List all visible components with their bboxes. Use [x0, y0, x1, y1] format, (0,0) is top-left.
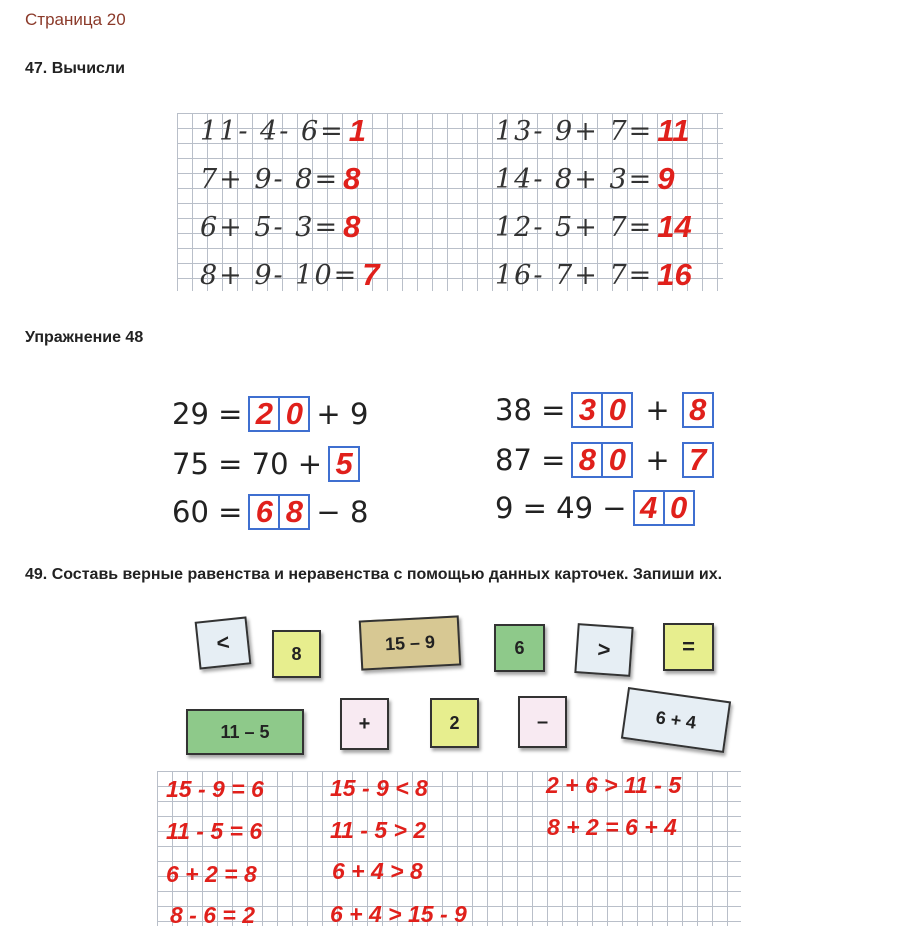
ex47-left-eq-3 [200, 208, 360, 246]
digit-box: 3 [578, 392, 597, 427]
answer: 7 [362, 257, 380, 292]
digit-box: 8 [689, 392, 707, 427]
card-less-than: < [195, 616, 252, 669]
expression: 11- 4- 6= [200, 115, 345, 147]
ex47-right-eq-4 [495, 256, 692, 294]
digit-box: 8 [578, 442, 597, 477]
digit-box: 0 [601, 444, 631, 476]
answer-boxes [571, 392, 633, 428]
operator: + [645, 393, 670, 427]
answer: 16 [657, 257, 692, 292]
ex48-eq-3 [172, 490, 368, 534]
left-part: 75 = 70 + [172, 447, 323, 481]
operator: + [645, 443, 670, 477]
card-greater-than: > [574, 623, 633, 677]
digit-box: 6 [255, 494, 274, 529]
ex49-answer-10: 8 + 2 = 6 + 4 [547, 814, 677, 840]
answer-boxes [571, 442, 633, 478]
ex49-answer-3: 6 + 2 = 8 [166, 861, 257, 887]
right-part: − 8 [316, 495, 369, 529]
ex49-answer-7: 6 + 4 > 8 [332, 858, 423, 884]
ex49-answer-1: 15 - 9 = 6 [166, 776, 264, 802]
answer-boxes [328, 446, 360, 482]
left-part: 60 = [172, 495, 243, 529]
answer-boxes [682, 392, 714, 428]
ex49-answer-2: 11 - 5 = 6 [166, 818, 263, 844]
answer-boxes [248, 494, 310, 530]
ex48-eq-1 [172, 392, 368, 436]
card-equals: = [663, 623, 714, 671]
ex49-answer-4: 8 - 6 = 2 [170, 902, 256, 928]
expression: 12- 5+ 7= [495, 211, 654, 243]
page-link[interactable]: Страница 20 [25, 10, 126, 29]
card-6-plus-4: 6 + 4 [621, 687, 731, 753]
card-minus: – [518, 696, 567, 748]
left-part: 38 = [495, 393, 566, 427]
ex49-answer-8: 6 + 4 > 15 - 9 [330, 901, 467, 927]
digit-box: 5 [335, 446, 353, 481]
exercise-47-title: 47. Вычисли [25, 60, 125, 77]
card-15-minus-9: 15 – 9 [359, 615, 461, 670]
ex48-eq-6 [495, 486, 701, 530]
answer: 8 [343, 161, 361, 196]
card-11-minus-5: 11 – 5 [186, 709, 304, 755]
expression: 6+ 5- 3= [200, 211, 340, 243]
card-2: 2 [430, 698, 479, 748]
answer: 8 [343, 209, 361, 244]
ex47-right-eq-1 [495, 112, 689, 150]
digit-box: 2 [255, 396, 274, 431]
left-part: 9 = 49 − [495, 491, 627, 525]
answer: 1 [348, 113, 366, 148]
right-part: + 9 [316, 397, 369, 431]
expression: 7+ 9- 8= [200, 163, 340, 195]
digit-box: 0 [278, 398, 308, 430]
card-6: 6 [494, 624, 545, 672]
answer-boxes [682, 442, 714, 478]
digit-box: 4 [639, 490, 658, 525]
exercise-49-title: 49. Составь верные равенства и неравенства с помощью данных карточек. Запиши их. [25, 566, 723, 583]
answer-boxes [248, 396, 310, 432]
digit-box: 0 [663, 492, 693, 524]
ex49-answer-5: 15 - 9 < 8 [330, 775, 428, 801]
answer: 11 [657, 113, 690, 148]
ex47-left-eq-4 [200, 256, 380, 294]
expression: 16- 7+ 7= [495, 259, 654, 291]
answer-boxes [633, 490, 695, 526]
left-part: 87 = [495, 443, 566, 477]
expression: 13- 9+ 7= [495, 115, 654, 147]
digit-box: 8 [278, 496, 308, 528]
ex49-answer-9: 2 + 6 > 11 - 5 [546, 772, 682, 798]
ex47-right-eq-3 [495, 208, 692, 246]
digit-box: 7 [689, 442, 707, 477]
card-8: 8 [272, 630, 321, 678]
ex47-left-eq-1 [200, 112, 366, 150]
expression: 14- 8+ 3= [495, 163, 654, 195]
left-part: 29 = [172, 397, 243, 431]
ex47-right-eq-2 [495, 160, 675, 198]
ex49-answer-6: 11 - 5 > 2 [330, 817, 427, 843]
card-plus: + [340, 698, 389, 750]
answer: 14 [657, 209, 692, 244]
answer: 9 [657, 161, 675, 196]
expression: 8+ 9- 10= [200, 259, 359, 291]
ex48-eq-5 [495, 438, 720, 482]
ex48-eq-4 [495, 388, 720, 432]
ex48-eq-2 [172, 442, 366, 486]
digit-box: 0 [601, 394, 631, 426]
exercise-48-title: Упражнение 48 [25, 329, 144, 346]
ex47-left-eq-2 [200, 160, 360, 198]
